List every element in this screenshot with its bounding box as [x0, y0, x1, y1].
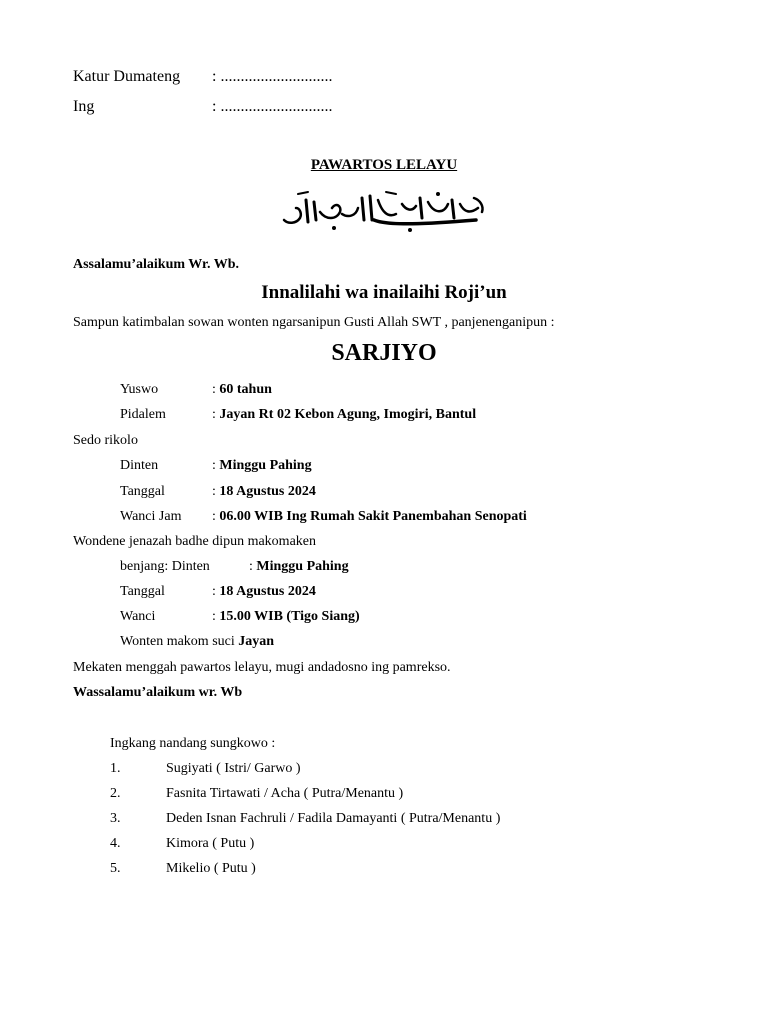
sedo-tanggal-row: : 18 Agustus 2024 — [212, 484, 316, 499]
makam-lokasi-value: Jayan — [238, 634, 275, 649]
makam-tanggal-label: Tanggal — [120, 584, 165, 599]
yuswo-value: 60 tahun — [219, 382, 272, 397]
makam-dinten-row: : Minggu Pahing — [249, 559, 349, 574]
makam-tanggal-row: : 18 Agustus 2024 — [212, 584, 316, 599]
family-member: Kimora ( Putu ) — [166, 836, 255, 851]
intro-text: Sampun katimbalan sowan wonten ngarsanipun Gusti Allah SWT , panjenenganipun : — [73, 315, 555, 330]
family-num: 5. — [110, 861, 121, 876]
ing-value: : ............................ — [212, 98, 333, 115]
family-num: 3. — [110, 811, 121, 826]
makam-wanci-row: : 15.00 WIB (Tigo Siang) — [212, 609, 360, 624]
sedo-dinten-value: Minggu Pahing — [219, 458, 312, 473]
innalilahi-heading: Innalilahi wa inailaihi Roji’un — [261, 282, 507, 303]
makam-wanci-label: Wanci — [120, 609, 156, 624]
family-num: 2. — [110, 786, 121, 801]
sedo-dinten-label: Dinten — [120, 458, 159, 473]
document-title: PAWARTOS LELAYU — [310, 157, 458, 173]
family-heading: Ingkang nandang sungkowo : — [110, 736, 276, 751]
family-member: Sugiyati ( Istri/ Garwo ) — [166, 761, 301, 776]
basmalah-calligraphy — [278, 190, 490, 234]
makam-dinten-label: benjang: Dinten — [120, 559, 210, 574]
pidalem-value: Jayan Rt 02 Kebon Agung, Imogiri, Bantul — [219, 407, 477, 422]
family-num: 4. — [110, 836, 121, 851]
makam-heading: Wondene jenazah badhe dipun makomaken — [73, 534, 317, 549]
makam-tanggal-value: 18 Agustus 2024 — [219, 584, 316, 599]
sedo-wanci-row: : 06.00 WIB Ing Rumah Sakit Panembahan Senopati — [212, 509, 527, 524]
katur-label: Katur Dumateng — [73, 68, 181, 85]
sedo-tanggal-label: Tanggal — [120, 484, 165, 499]
pidalem-row: : Jayan Rt 02 Kebon Agung, Imogiri, Bantul — [212, 407, 477, 422]
family-member: Deden Isnan Fachruli / Fadila Damayanti ( Putra/Menantu ) — [166, 811, 501, 826]
family-member: Mikelio ( Putu ) — [166, 861, 256, 876]
greeting: Assalamu’alaikum Wr. Wb. — [73, 257, 239, 272]
sedo-wanci-value: 06.00 WIB Ing Rumah Sakit Panembahan Senopati — [219, 509, 527, 524]
family-num: 1. — [110, 761, 121, 776]
ing-label: Ing — [73, 98, 95, 115]
sedo-wanci-label: Wanci Jam — [120, 509, 182, 524]
katur-value: : ............................ — [212, 68, 333, 85]
sedo-heading: Sedo rikolo — [73, 433, 138, 448]
yuswo-label: Yuswo — [120, 382, 159, 397]
yuswo-row: : 60 tahun — [212, 382, 272, 397]
family-member: Fasnita Tirtawati / Acha ( Putra/Menantu ) — [166, 786, 404, 801]
wassalam: Wassalamu’alaikum wr. Wb — [73, 685, 243, 700]
deceased-name: SARJIYO — [331, 340, 437, 366]
makam-lokasi-prefix: Wonten makom suci — [120, 634, 235, 649]
pidalem-label: Pidalem — [120, 407, 166, 422]
makam-wanci-value: 15.00 WIB (Tigo Siang) — [219, 609, 360, 624]
makam-dinten-value: Minggu Pahing — [256, 559, 349, 574]
closing-text: Mekaten menggah pawartos lelayu, mugi andadosno ing pamrekso. — [73, 660, 451, 675]
makam-lokasi — [120, 634, 274, 650]
sedo-dinten-row: : Minggu Pahing — [212, 458, 312, 473]
sedo-tanggal-value: 18 Agustus 2024 — [219, 484, 316, 499]
